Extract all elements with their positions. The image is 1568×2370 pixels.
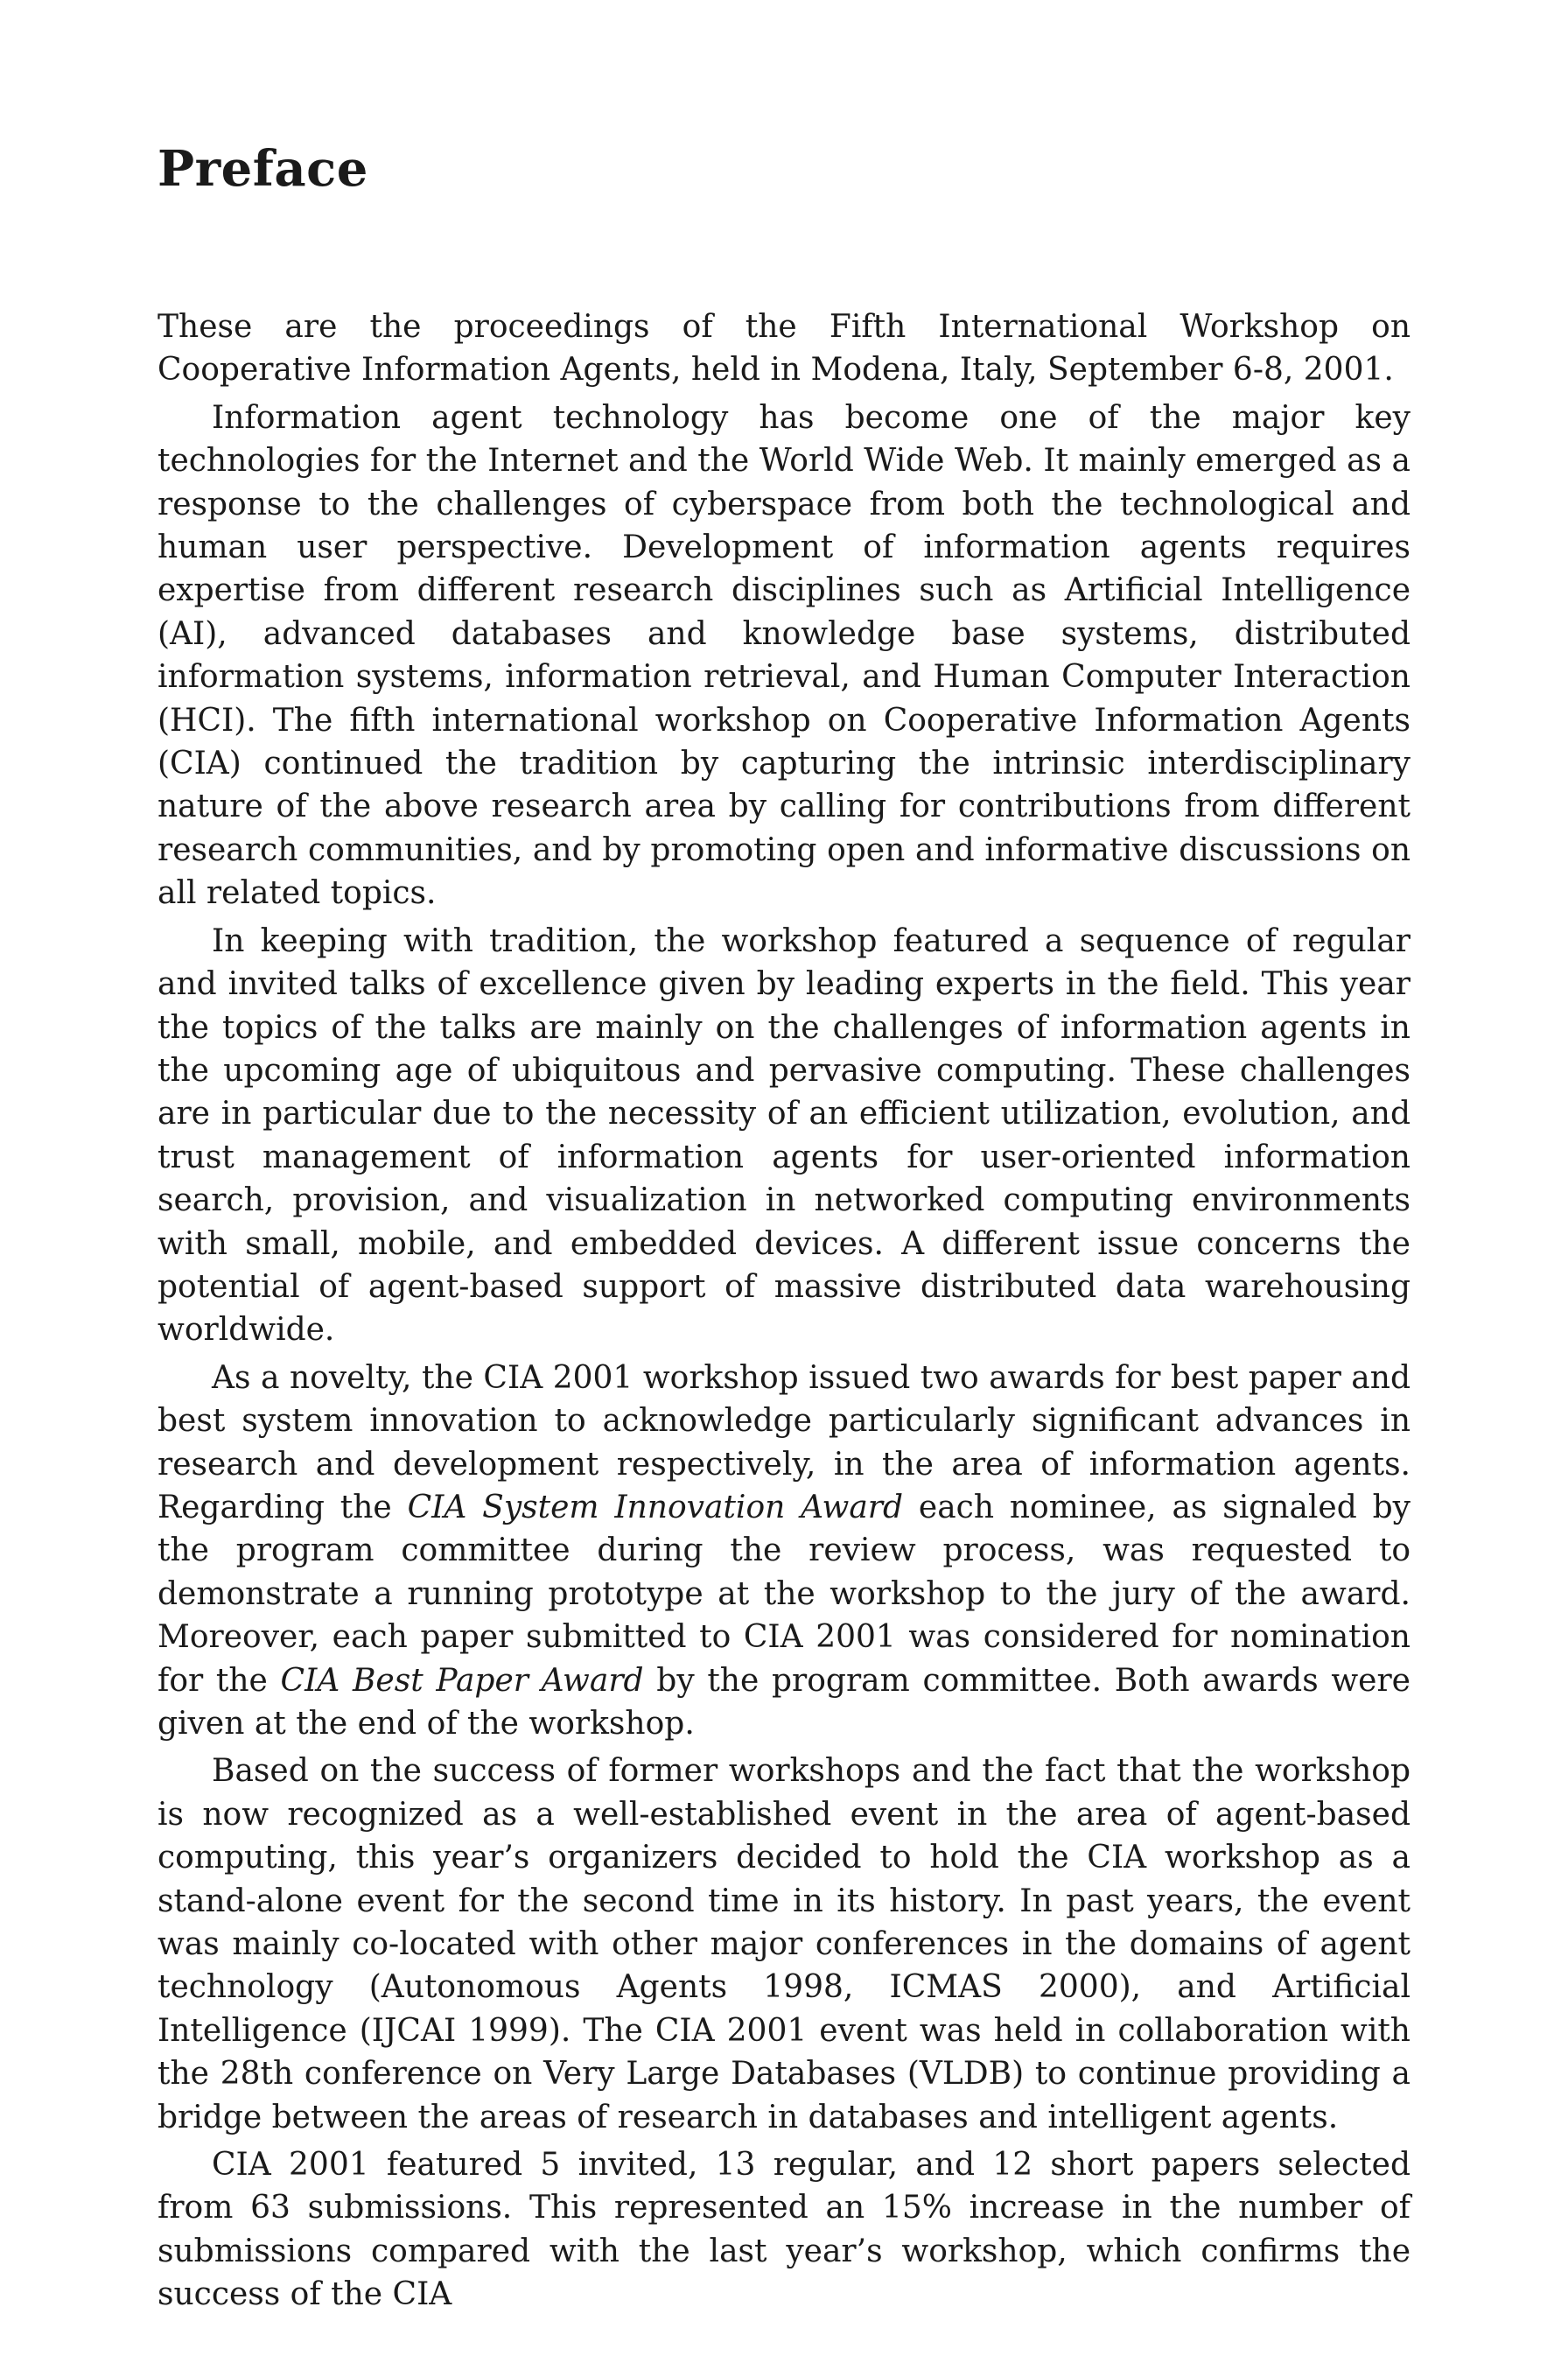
paragraph-text: each nominee, as signaled by the program committee during the review process, was requested to demonstrate a running prototype at the workshop to the jury of the award. Moreover, each paper submitted to CIA 2001 was considered for nomination for the: [158, 1489, 1410, 1699]
document-page: [158, 140, 1410, 2317]
paragraph-text: These are the proceedings of the Fifth International Workshop on Cooperative Information Agents, held in Modena, Italy, September 6-8, 2001.: [158, 309, 1410, 389]
paragraph-text: Information agent technology has become one of the major key technologies for the Internet and the World Wide Web. It mainly emerged as a response to the challenges of cyberspace from both the technological and human user perspective. Development of information agents requires expertise from different research disciplines such as Artificial Intelligence (AI), advanced databases and knowledge base systems, distributed information systems, information retrieval, and Human Computer Interaction (HCI). The fifth international workshop on Cooperative Information Agents (CIA) continued the tradition by capturing the intrinsic interdisciplinary nature of the above research area by calling for contributions from different research communities, and by promoting open and informative discussions on all related topics.: [158, 399, 1410, 912]
paragraph-statistics: [158, 2143, 1410, 2317]
paragraph-text: As a novelty, the CIA 2001 workshop issued two awards for best paper and best system innovation to acknowledge particularly significant advances in research and development respectively, in the area of information agents. Regarding the: [158, 1359, 1410, 1525]
paragraph-history: [158, 1749, 1410, 2139]
paragraph-awards: [158, 1357, 1410, 1746]
paragraph-text: Based on the success of former workshops and the fact that the workshop is now recognized as a well-established event in the area of agent-based computing, this year’s organizers decided to hold the CIA workshop as a stand-alone event for the second time in its history. In past years, the event was mainly co-located with other major conferences in the domains of agent technology (Autonomous Agents 1998, ICMAS 2000), and Artificial Intelligence (IJCAI 1999). The CIA 2001 event was held in collaboration with the 28th conference on Very Large Databases (VLDB) to continue providing a bridge between the areas of research in databases and intelligent agents.: [158, 1753, 1410, 2135]
paragraph-text: by the program committee. Both awards were given at the end of the workshop.: [158, 1662, 1410, 1742]
page-title: Preface: [158, 140, 368, 198]
paragraph-text: In keeping with tradition, the workshop featured a sequence of regular and invited talks of excellence given by leading experts in the field. This year the topics of the talks are mainly on the challenges of information agents in the upcoming age of ubiquitous and pervasive computing. These challenges are in particular due to the necessity of an efficient utilization, evolution, and trust management of information agents for user-oriented information search, provision, and visualization in networked computing environments with small, mobile, and embedded devices. A different issue concerns the potential of agent-based support of massive distributed data warehousing worldwide.: [158, 922, 1410, 1349]
award-name-system-innovation: CIA System Innovation Award: [407, 1489, 904, 1525]
paragraph-intro: [158, 305, 1410, 392]
award-name-best-paper: CIA Best Paper Award: [280, 1662, 644, 1699]
paragraph-agent-technology: [158, 396, 1410, 915]
paragraph-text: CIA 2001 featured 5 invited, 13 regular, and 12 short papers selected from 63 submissions. This represented an 15% increase in the number of submissions compared with the last year’s workshop, which confirms the success of the CIA: [158, 2147, 1410, 2313]
paragraph-talks: [158, 920, 1410, 1352]
